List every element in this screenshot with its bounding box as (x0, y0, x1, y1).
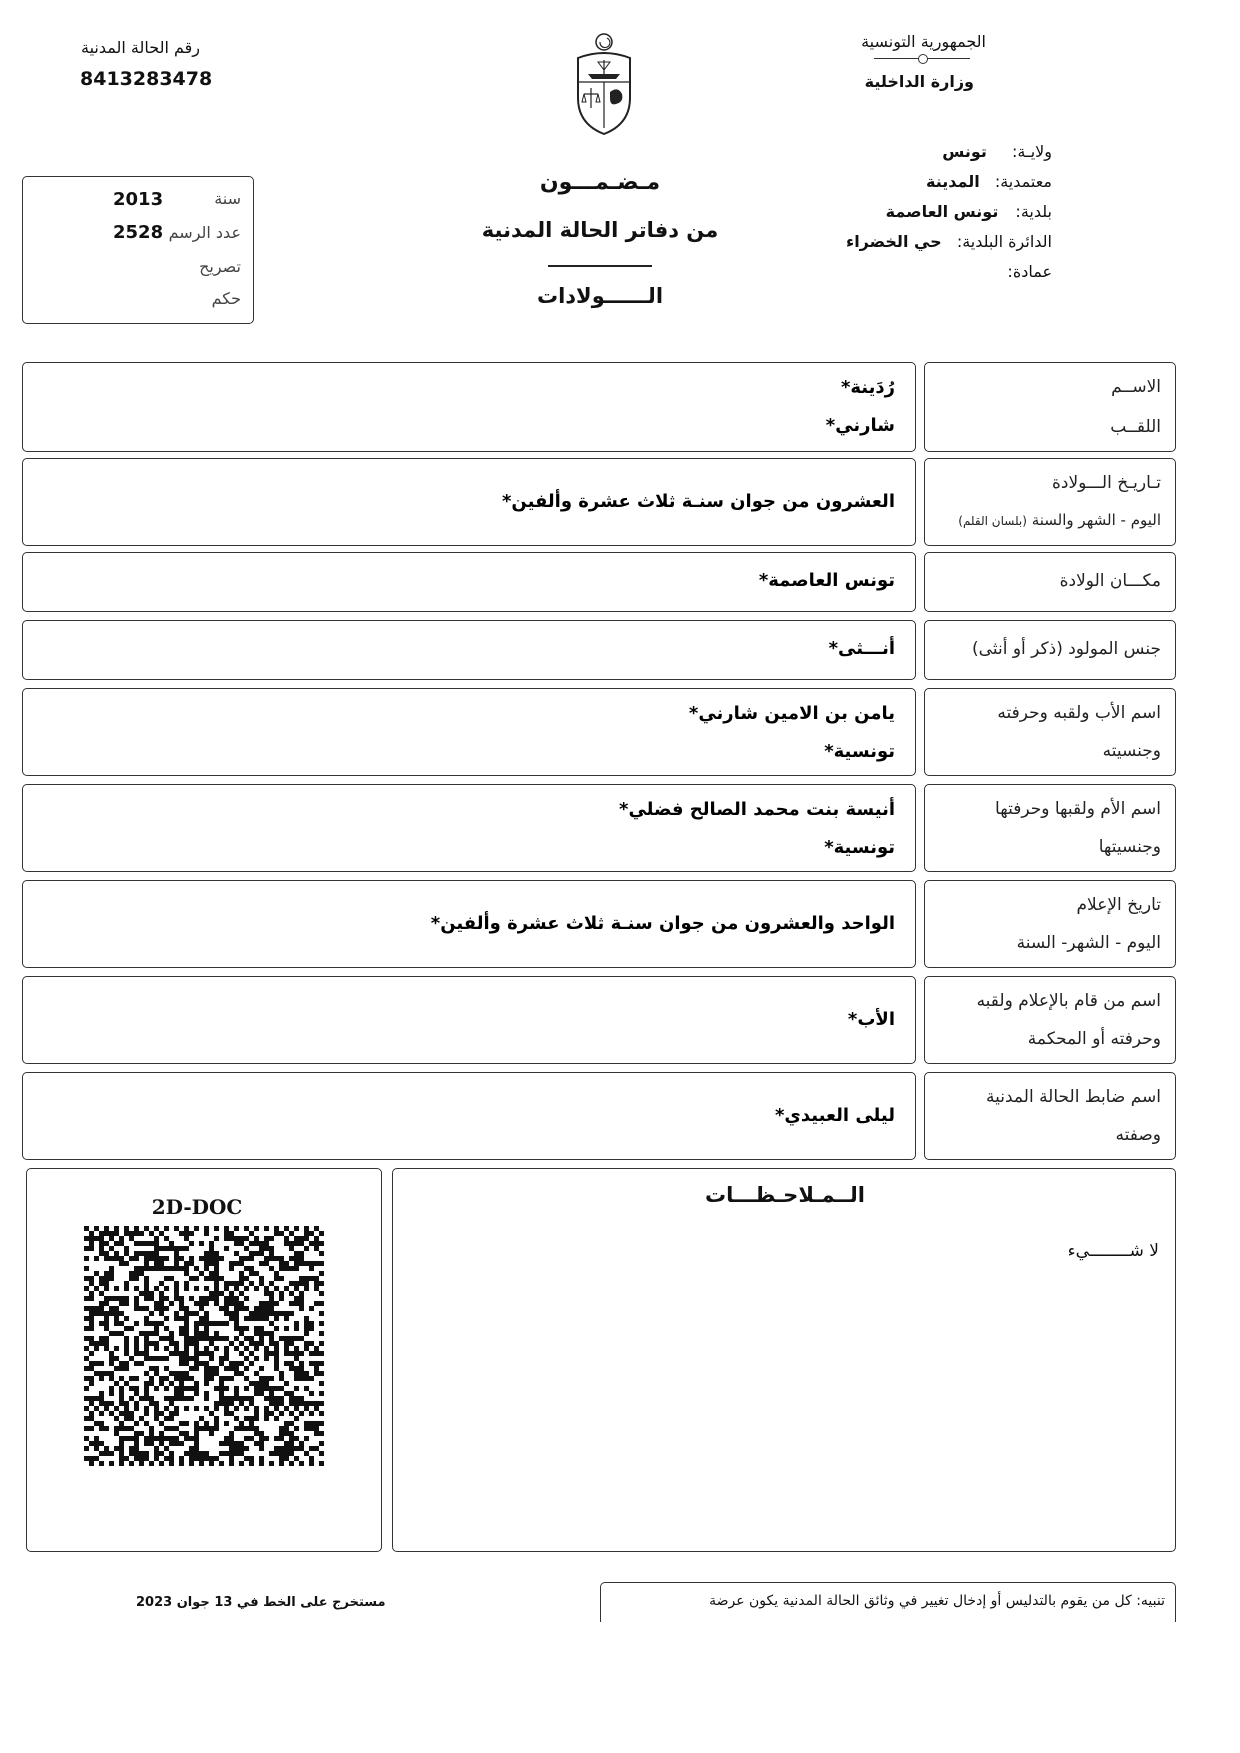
label-box-birth-date (924, 458, 1176, 546)
municipality-value: تونس العاصمة (885, 202, 999, 221)
surname-label: اللقــب (1110, 417, 1161, 437)
officer-value: ليلى العبيدي* (774, 1105, 895, 1126)
civil-number-label: رقم الحالة المدنية (81, 38, 200, 57)
title-line2: من دفاتر الحالة المدنية (481, 218, 719, 242)
birth-place-label: مكـــان الولادة (1059, 571, 1161, 591)
municipality-label: بلدية: (1015, 202, 1052, 221)
delegation-row (832, 172, 1052, 202)
label-box-declarant (924, 976, 1176, 1064)
value-box-declaration-date (22, 880, 916, 968)
warning-box (600, 1582, 1176, 1622)
mother-name-value: أنيسة بنت محمد الصالح فضلي* (619, 799, 895, 820)
value-box-birth-date (22, 458, 916, 546)
declaration-label: تصريح (199, 257, 241, 276)
officer-label-2: وصفته (1115, 1125, 1161, 1145)
remarks-box (392, 1168, 1176, 1552)
label-box-mother (924, 784, 1176, 872)
birth-date-sub-text: اليوم - الشهر والسنة (1031, 511, 1161, 529)
surname-value: شارني* (825, 415, 895, 436)
remarks-text: لا شــــــــيء (1067, 1241, 1159, 1261)
declarant-label-2: وحرفته أو المحكمة (1027, 1029, 1161, 1049)
first-name-label: الاســم (1111, 377, 1161, 397)
mother-nationality-value: تونسية* (824, 837, 895, 858)
father-name-value: يامن بن الامين شارني* (688, 703, 895, 724)
birth-date-sub-small: (بلسان القلم) (958, 514, 1027, 528)
sex-value: أنـــثى* (828, 638, 895, 659)
civil-number: 8413283478 (80, 68, 213, 90)
declaration-date-label-2: اليوم - الشهر- السنة (1016, 933, 1161, 953)
value-box-birth-place (22, 552, 916, 612)
label-box-name (924, 362, 1176, 452)
imada-row (832, 262, 1052, 292)
judgment-label: حكم (211, 289, 241, 308)
value-box-officer (22, 1072, 916, 1160)
ministry-name: وزارة الداخلية (864, 72, 974, 91)
declarant-value: الأب* (847, 1009, 895, 1030)
wilaya-label: ولايـة: (1012, 142, 1052, 161)
2d-barcode-icon (84, 1226, 324, 1466)
value-box-name (22, 362, 916, 452)
sex-label: جنس المولود (ذكر أو أنثى) (972, 639, 1161, 659)
value-box-father (22, 688, 916, 776)
district-value: حي الخضراء (846, 232, 942, 251)
coat-of-arms-icon (568, 32, 640, 138)
birth-place-value: تونس العاصمة* (758, 570, 895, 591)
wilaya-row (832, 142, 1052, 172)
extract-date: مستخرج على الخط في 13 جوان 2023 (136, 1595, 386, 1610)
number-label: عدد الرسم (168, 223, 241, 242)
header-divider-ornament (918, 54, 928, 64)
value-box-mother (22, 784, 916, 872)
birth-date-value: العشرون من جوان سنـة ثلاث عشرة وألفين* (502, 491, 895, 512)
father-nationality-value: تونسية* (824, 741, 895, 762)
birth-date-label: تـاريـخ الـــولادة (1052, 473, 1161, 493)
number-value: 2528 (113, 222, 164, 243)
code-label: 2D-DOC (151, 1195, 243, 1219)
mother-label-1: اسم الأم ولقبها وحرفتها (995, 799, 1161, 819)
wilaya-value: تونس (942, 142, 987, 161)
birth-date-sub (958, 511, 1161, 529)
location-block (832, 142, 1052, 292)
declarant-label-1: اسم من قام بالإعلام ولقبه (976, 991, 1161, 1011)
label-box-birth-place (924, 552, 1176, 612)
year-value: 2013 (113, 189, 164, 210)
record-box (22, 176, 254, 324)
officer-label-1: اسم ضابط الحالة المدنية (986, 1087, 1161, 1107)
declaration-date-value: الواحد والعشرون من جوان سنـة ثلاث عشرة وألفين* (430, 913, 895, 934)
district-row (832, 232, 1052, 262)
label-box-father (924, 688, 1176, 776)
title-line3: الــــــولادات (536, 284, 664, 308)
district-label: الدائرة البلدية: (956, 232, 1052, 251)
father-label-1: اسم الأب ولقبه وحرفته (997, 703, 1161, 723)
delegation-label: معتمدية: (994, 172, 1052, 191)
label-box-officer (924, 1072, 1176, 1160)
mother-label-2: وجنسيتها (1098, 837, 1161, 857)
title-line1: مـضـمـــون (539, 170, 661, 195)
father-label-2: وجنسيته (1102, 741, 1161, 761)
year-label: سنة (214, 189, 241, 208)
first-name-value: رُدَينة* (840, 377, 895, 398)
municipality-row (832, 202, 1052, 232)
warning-text: تنبيه: كل من يقوم بالتدليس أو إدخال تغيير في وثائق الحالة المدنية يكون عرضة (709, 1593, 1165, 1609)
remarks-title: الــمـلاحـظـــات (705, 1183, 865, 1207)
republic-name: الجمهورية التونسية (861, 32, 986, 51)
value-box-sex (22, 620, 916, 680)
label-box-declaration-date (924, 880, 1176, 968)
title-divider (548, 265, 652, 267)
delegation-value: المدينة (926, 172, 980, 191)
imada-label: عمادة: (1007, 262, 1052, 281)
label-box-sex (924, 620, 1176, 680)
value-box-declarant (22, 976, 916, 1064)
declaration-date-label-1: تاريخ الإعلام (1076, 895, 1161, 915)
